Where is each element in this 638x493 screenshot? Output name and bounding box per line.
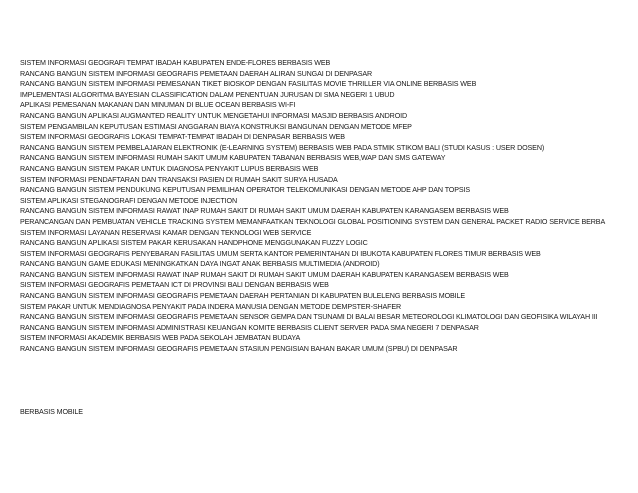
title-line: SISTEM INFORMASI LAYANAN RESERVASI KAMAR DENGAN TEKNOLOGI WEB SERVICE [20, 228, 312, 237]
title-line: RANCANG BANGUN SISTEM INFORMASI PEMESANAN TIKET BIOSKOP DENGAN FASILITAS MOVIE THRILLER VIA ONLINE BERBASIS WEB [20, 80, 477, 89]
title-line: RANCANG BANGUN SISTEM INFORMASI RUMAH SAKIT UMUM KABUPATEN TABANAN BERBASIS WEB,WAP DAN SMS GATEWAY [20, 154, 446, 163]
title-line: RANCANG BANGUN APLIKASI AUGMANTED REALITY UNTUK MENGETAHUI INFORMASI MASJID BERBASIS ANDROID [20, 111, 408, 120]
title-line: SISTEM APLIKASI STEGANOGRAFI DENGAN METODE INJECTION [20, 196, 238, 205]
title-line: SISTEM INFORMASI GEOGRAFI TEMPAT IBADAH KABUPATEN ENDE-FLORES BERBASIS WEB [20, 59, 331, 67]
title-line: RANCANG BANGUN SISTEM PEMBELAJARAN ELEKTRONIK (E-LEARNING SYSTEM) BERBASIS WEB PADA STMIK STIKOM BALI (STUDI KASUS : USER DOSEN) [20, 143, 545, 152]
title-line: SISTEM PAKAR UNTUK MENDIAGNOSA PENYAKIT PADA INDERA MANUSIA DENGAN METODE DEMPSTER-SHAFER [20, 302, 402, 311]
title-line: SISTEM INFORMASI GEOGRAFIS PENYEBARAN FASILITAS UMUM SERTA KANTOR PEMERINTAHAN DI IBUKOTA KABUPATEN FLORES TIMUR BERBASIS WEB [20, 249, 541, 258]
title-line: SISTEM INFORMASI GEOGRAFIS LOKASI TEMPAT-TEMPAT IBADAH DI DENPASAR BERBASIS WEB [20, 133, 345, 142]
title-line: SISTEM PENGAMBILAN KEPUTUSAN ESTIMASI ANGGARAN BIAYA KONSTRUKSI BANGUNAN DENGAN METODE MFEP [20, 122, 412, 131]
title-line: RANCANG BANGUN SISTEM PENDUKUNG KEPUTUSAN PEMILIHAN OPERATOR TELEKOMUNIKASI DENGAN METODE AHP DAN TOPSIS [20, 186, 471, 195]
title-line: RANCANG BANGUN SISTEM PAKAR UNTUK DIAGNOSA PENYAKIT LUPUS BERBASIS WEB [20, 164, 319, 173]
title-line: SISTEM INFORMASI AKADEMIK BERBASIS WEB PADA SEKOLAH JEMBATAN BUDAYA [20, 334, 301, 343]
title-line: RANCANG BANGUN SISTEM INFORMASI GEOGRAFIS PEMETAAN DAERAH ALIRAN SUNGAI DI DENPASAR [20, 69, 373, 78]
title-line: RANCANG BANGUN SISTEM INFORMASI RAWAT INAP RUMAH SAKIT DI RUMAH SAKIT UMUM DAERAH KABUPATEN KARANGASEM BERBASIS WEB [20, 207, 509, 216]
title-line: SISTEM INFORMASI GEOGRAFIS PEMETAAN ICT DI PROVINSI BALI DENGAN BERBASIS WEB [20, 281, 329, 290]
title-line: RANCANG BANGUN SISTEM INFORMASI ADMINISTRASI KEUANGAN KOMITE BERBASIS CLIENT SERVER PADA SMA NEGERI 7 DENPASAR [20, 323, 479, 332]
title-line: SISTEM INFORMASI PENDAFTARAN DAN TRANSAKSI PASIEN DI RUMAH SAKIT SURYA HUSADA [20, 175, 338, 184]
title-line: RANCANG BANGUN SISTEM INFORMASI GEOGRAFIS PEMETAAN SENSOR GEMPA DAN TSUNAMI DI BALAI BESAR METEOROLOGI KLIMATOLOGI DAN GEOFISIKA WILAYAH III [20, 313, 598, 322]
title-line: RANCANG BANGUN SISTEM INFORMASI GEOGRAFIS PEMETAAN DAERAH PERTANIAN DI KABUPATEN BULELENG BERBASIS MOBILE [20, 292, 466, 301]
title-line: RANCANG BANGUN APLIKASI SISTEM PAKAR KERUSAKAN HANDPHONE MENGGUNAKAN FUZZY LOGIC [20, 239, 368, 248]
trailing-text-line: BERBASIS MOBILE [20, 408, 83, 416]
title-line: IMPLEMENTASI ALGORITMA BAYESIAN CLASSIFICATION DALAM PENENTUAN JURUSAN DI SMA NEGERI 1 UBUD [20, 90, 395, 99]
thesis-title-list [20, 58, 638, 355]
title-line: RANCANG BANGUN SISTEM INFORMASI GEOGRAFIS PEMETAAN STASIUN PENGISIAN BAHAN BAKAR UMUM (SPBU) DI DENPASAR [20, 345, 458, 354]
title-line: APLIKASI PEMESANAN MAKANAN DAN MINUMAN DI BLUE OCEAN BERBASIS WI-FI [20, 101, 296, 110]
title-line: PERANCANGAN DAN PEMBUATAN VEHICLE TRACKING SYSTEM MEMANFAATKAN TEKNOLOGI GLOBAL POSITIONING SYSTEM DAN GENERAL PACKET RADIO SERVICE BERBA [20, 217, 606, 226]
title-line: RANCANG BANGUN SISTEM INFORMASI RAWAT INAP RUMAH SAKIT DI RUMAH SAKIT UMUM DAERAH KABUPATEN KARANGASEM BERBASIS WEB [20, 270, 509, 279]
title-line: RANCANG BANGUN GAME EDUKASI MENINGKATKAN DAYA INGAT ANAK BERBASIS MULTIMEDIA (ANDROID) [20, 260, 380, 269]
